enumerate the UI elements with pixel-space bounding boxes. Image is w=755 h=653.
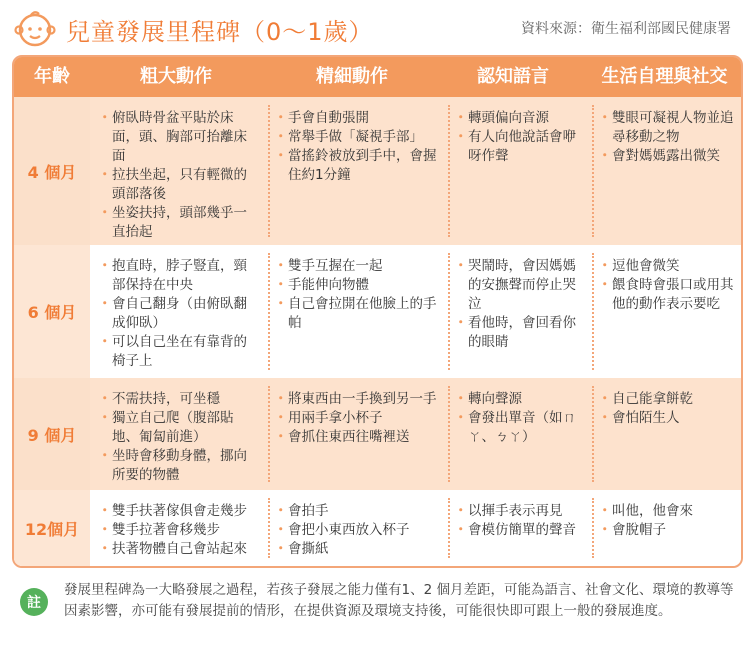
header-age: 年齡: [34, 66, 70, 87]
cognitive-language-cell: [450, 378, 590, 490]
list-item: ・ 會抓住東西往嘴裡送: [274, 428, 440, 447]
gross-motor-cell: [94, 490, 264, 566]
cognitive-language-cell: [450, 490, 590, 566]
age-label: 4 個月: [14, 97, 90, 245]
gross-motor-cell: [94, 245, 264, 378]
list-item: ・ 會撕紙: [274, 540, 440, 559]
list-item: ・ 常舉手做「凝視手部」: [274, 128, 440, 147]
list-item: ・ 不需扶持，可坐穩: [98, 390, 260, 409]
list-item: ・ 手能伸向物體: [274, 276, 440, 295]
list-item: ・ 會怕陌生人: [598, 409, 740, 428]
age-label: 12個月: [14, 490, 90, 566]
header-gross-motor: 粗大動作: [140, 66, 212, 87]
list-item: ・ 會模仿簡單的聲音: [454, 521, 586, 540]
fine-motor-cell: [270, 490, 444, 566]
table-row: [14, 97, 741, 245]
list-item: ・ 將東西由一手換到另一手: [274, 390, 440, 409]
cognitive-language-cell: [450, 245, 590, 378]
list-item: ・ 雙手扶著傢俱會走幾步: [98, 502, 260, 521]
list-item: ・ 坐姿扶持，頭部幾乎一直抬起: [98, 204, 260, 242]
list-item: ・ 獨立自己爬（腹部貼地、匍匐前進）: [98, 409, 260, 447]
gross-motor-cell: [94, 97, 264, 245]
self-care-social-cell: [594, 245, 743, 378]
list-item: ・ 拉扶坐起，只有輕微的頭部落後: [98, 166, 260, 204]
list-item: ・ 轉向聲源: [454, 390, 586, 409]
list-item: ・ 可以自己坐在有靠背的椅子上: [98, 333, 260, 371]
list-item: ・ 自己會拉開在他臉上的手帕: [274, 295, 440, 333]
list-item: ・ 用兩手拿小杯子: [274, 409, 440, 428]
list-item: ・ 會自己翻身（由俯臥翻成仰臥）: [98, 295, 260, 333]
header-self-care-social: 生活自理與社交: [601, 66, 728, 87]
milestone-table: [12, 55, 743, 568]
list-item: ・ 哭鬧時，會因媽媽的安撫聲而停止哭泣: [454, 257, 586, 314]
header-cognitive-language: 認知語言: [477, 66, 549, 87]
page-header: [0, 0, 755, 55]
self-care-social-cell: [594, 490, 743, 566]
list-item: ・ 坐時會移動身體，挪向所要的物體: [98, 447, 260, 485]
list-item: ・ 自己能拿餅乾: [598, 390, 740, 409]
table-row: [14, 378, 741, 490]
list-item: ・ 會把小東西放入杯子: [274, 521, 440, 540]
footnote: [0, 570, 755, 653]
list-item: ・ 逗他會微笑: [598, 257, 740, 276]
list-item: ・ 轉頭偏向音源: [454, 109, 586, 128]
self-care-social-cell: [594, 378, 743, 490]
list-item: ・ 會對媽媽露出微笑: [598, 147, 740, 166]
header-fine-motor: 精細動作: [316, 66, 388, 87]
table-header: [14, 57, 741, 97]
fine-motor-cell: [270, 97, 444, 245]
baby-face-icon: [14, 8, 56, 48]
list-item: ・ 扶著物體自己會站起來: [98, 540, 260, 559]
list-item: ・ 會拍手: [274, 502, 440, 521]
list-item: ・ 有人向他說話會咿呀作聲: [454, 128, 586, 166]
table-row: [14, 490, 741, 566]
cognitive-language-cell: [450, 97, 590, 245]
list-item: ・ 以揮手表示再見: [454, 502, 586, 521]
fine-motor-cell: [270, 245, 444, 378]
age-label: 9 個月: [14, 378, 90, 490]
note-text: 發展里程碑為一大略發展之過程，若孩子發展之能力僅有1、2 個月差距，可能為語言、社會文化、環境的教導等因素影響，亦可能有發展提前的情形，在提供資源及環境支持後，可能很快即可跟上一般的發展進度。: [64, 582, 734, 619]
list-item: ・ 手會自動張開: [274, 109, 440, 128]
list-item: ・ 看他時，會回看你的眼睛: [454, 314, 586, 352]
list-item: ・ 會發出單音（如ㄇㄚ、ㄅㄚ）: [454, 409, 586, 447]
fine-motor-cell: [270, 378, 444, 490]
age-label: 6 個月: [14, 245, 90, 378]
list-item: ・ 抱直時，脖子豎直，頸部保持在中央: [98, 257, 260, 295]
list-item: ・ 俯臥時骨盆平貼於床面，頭、胸部可抬離床面: [98, 109, 260, 166]
page-title: 兒童發展里程碑（0～1歲）: [66, 18, 374, 46]
list-item: ・ 叫他，他會來: [598, 502, 740, 521]
source-credit: 資料來源：衛生福利部國民健康署: [521, 21, 731, 37]
list-item: ・ 餵食時會張口或用其他的動作表示要吃: [598, 276, 740, 314]
gross-motor-cell: [94, 378, 264, 490]
list-item: ・ 雙眼可凝視人物並追尋移動之物: [598, 109, 740, 147]
table-row: [14, 245, 741, 378]
self-care-social-cell: [594, 97, 743, 245]
list-item: ・ 當搖鈴被放到手中，會握住約1分鐘: [274, 147, 440, 185]
list-item: ・ 會脫帽子: [598, 521, 740, 540]
note-badge: 註: [20, 588, 48, 616]
list-item: ・ 雙手互握在一起: [274, 257, 440, 276]
list-item: ・ 雙手拉著會移幾步: [98, 521, 260, 540]
